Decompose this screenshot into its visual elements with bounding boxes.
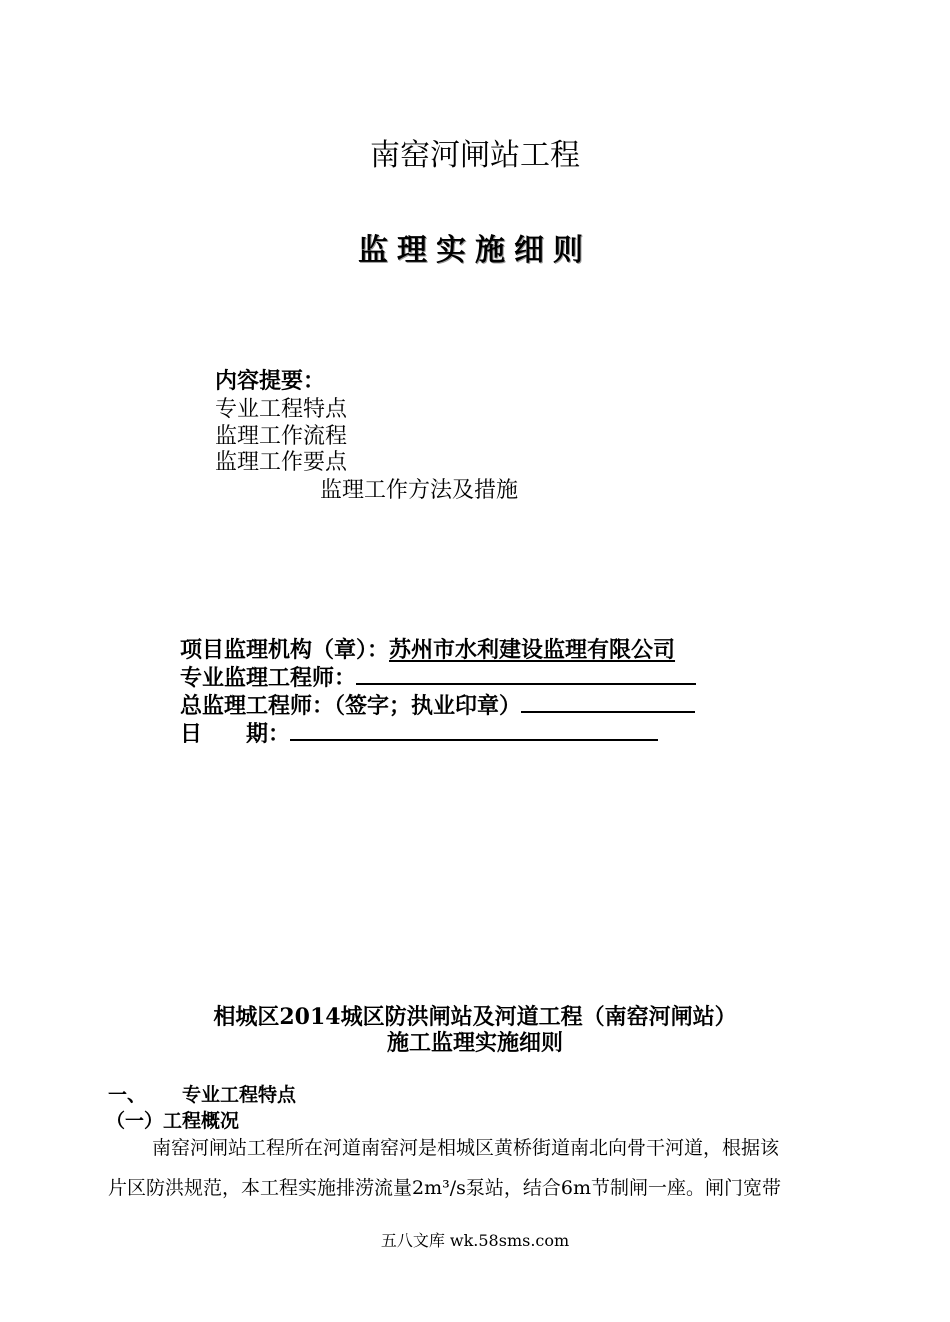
body-heading-line1: 相城区2014城区防洪闸站及河道工程（南窑河闸站） — [213, 1004, 737, 1030]
signature-date-row — [180, 717, 658, 748]
signature-org-row — [180, 633, 675, 664]
summary-label: 内容提要： — [215, 368, 326, 394]
org-label: 项目监理机构（章）： — [180, 638, 390, 663]
summary-item: 监理工作流程 — [215, 424, 348, 449]
date-label: 日 期： — [180, 722, 291, 747]
document-title: 南窑河闸站工程 — [370, 138, 580, 173]
chief-signature-line — [521, 691, 695, 713]
signature-chief-row — [180, 689, 695, 720]
org-name: 苏州市水利建设监理有限公司 — [389, 638, 676, 663]
summary-item: 专业工程特点 — [215, 397, 348, 422]
signature-engineer-row — [180, 661, 696, 692]
subsection-title: （一）工程概况 — [106, 1110, 240, 1132]
engineer-signature-line — [356, 663, 696, 685]
paragraph-line: 片区防洪规范，本工程实施排涝流量2m³/s泵站，结合6m节制闸一座。闸门宽带 — [108, 1177, 781, 1199]
engineer-label: 专业监理工程师： — [180, 666, 357, 691]
document-subtitle: 监理实施细则 — [358, 233, 592, 268]
footer-watermark: 五八文库 wk.58sms.com — [380, 1231, 570, 1250]
paragraph-line: 南窑河闸站工程所在河道南窑河是相城区黄桥街道南北向骨干河道，根据该 — [152, 1137, 780, 1159]
body-heading-line2: 施工监理实施细则 — [386, 1030, 563, 1056]
chief-label: 总监理工程师：（签字；执业印章） — [180, 694, 522, 719]
summary-item: 监理工作方法及措施 — [320, 478, 519, 503]
section-number: 一、 — [108, 1084, 147, 1106]
summary-item: 监理工作要点 — [215, 450, 348, 475]
section-title: 专业工程特点 — [182, 1084, 297, 1106]
date-line — [290, 719, 658, 741]
